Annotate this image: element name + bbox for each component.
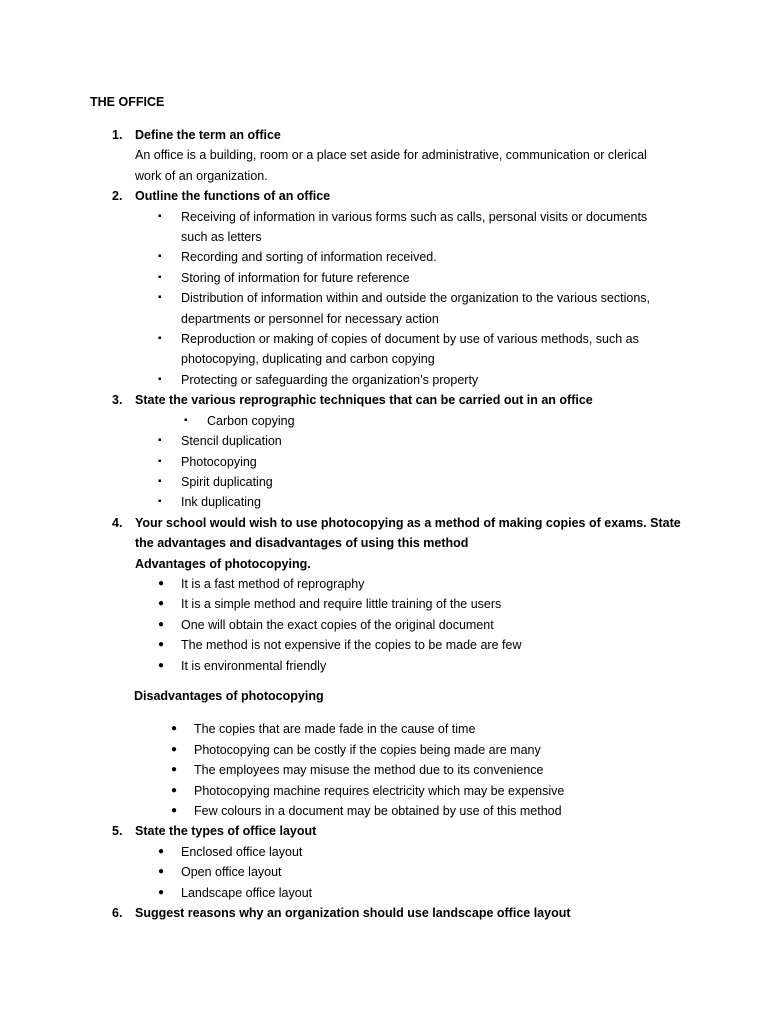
bullet-icon: ● [158,639,165,651]
list-item: ▪ Receiving of information in various forms such as calls, personal visits or documents such as letters [0,207,671,248]
question-number: 1. [112,128,123,142]
question-text: Suggest reasons why an organization should use landscape office layout [135,906,571,921]
list-item: ▪ Carbon copying [0,411,768,431]
question-number: 6. [112,906,123,921]
bullet-icon: ● [171,784,178,796]
advantages-heading: Advantages of photocopying. [135,556,311,571]
list-item: ● It is environmental friendly [0,656,671,676]
bullet-icon: ● [158,886,165,898]
techniques-first-item [0,411,768,431]
list-item: ● The copies that are made fade in the cause of time [0,719,614,739]
list-item: ● The method is not expensive if the copies to be made are few [0,635,671,655]
techniques-list [0,431,768,513]
list-item: ● Photocopying can be costly if the copies being made are many [0,740,614,760]
list-item: ● Enclosed office layout [0,842,671,862]
list-item: ● The employees may misuse the method due to its convenience [0,760,614,780]
bullet-icon: ● [158,618,165,630]
list-item: ▪ Distribution of information within and outside the organization to the various sections, departments or personnel for necessary action [0,288,671,329]
list-item: ● Few colours in a document may be obtained by use of this method [0,801,614,821]
list-item: ● It is a simple method and require little training of the users [0,594,671,614]
document-body [0,125,768,923]
list-item: ● Open office layout [0,862,671,882]
list-item: ▪ Protecting or safeguarding the organization’s property [0,370,671,390]
question-4 [0,513,695,554]
bullet-icon: ● [158,659,165,671]
bullet-icon: ● [158,866,165,878]
question-number: 3. [112,393,123,408]
question-3 [0,390,695,410]
bullet-icon: ● [171,723,178,735]
bullet-icon: ▪ [158,210,162,222]
question-6 [0,903,695,923]
bullet-icon: ▪ [158,333,162,345]
list-item: ● It is a fast method of reprography [0,574,671,594]
bullet-icon: ▪ [158,496,162,508]
bullet-icon: ▪ [158,435,162,447]
answer-1: An office is a building, room or a place set aside for administrative, communication or clerical work of an organization. [135,148,647,183]
list-item: ▪ Storing of information for future reference [0,268,671,288]
question-number: 4. [112,515,123,530]
advantages-list [0,574,768,676]
bullet-icon: ● [171,764,178,776]
question-text: Outline the functions of an office [135,189,331,204]
bullet-icon: ▪ [158,251,162,263]
disadvantages-heading: Disadvantages of photocopying [134,688,324,703]
list-item: ● Photocopying machine requires electricity which may be expensive [0,781,614,801]
question-text: Your school would wish to use photocopying as a method of making copies of exams. State the advantages and disadvantages of using this method [135,515,681,551]
bullet-icon: ▪ [184,414,188,426]
bullet-icon: ● [171,743,178,755]
question-1 [0,125,695,145]
list-item: ▪ Ink duplicating [0,492,671,512]
bullet-icon: ▪ [158,292,162,304]
list-item: ▪ Stencil duplication [0,431,671,451]
list-item: ▪ Photocopying [0,452,671,472]
bullet-icon: ▪ [158,455,162,467]
question-5 [0,821,695,841]
bullet-icon: ▪ [158,475,162,487]
question-2 [0,186,695,206]
layout-types-list [0,842,768,903]
question-text: State the various reprographic techniques that can be carried out in an office [135,393,593,408]
disadvantages-list [0,719,768,821]
list-item: ▪ Recording and sorting of information received. [0,247,671,267]
question-number: 5. [112,824,123,839]
bullet-icon: ▪ [158,373,162,385]
bullet-icon: ● [158,845,165,857]
question-text: State the types of office layout [135,824,317,839]
list-item: ● Landscape office layout [0,883,671,903]
list-item: ▪ Spirit duplicating [0,472,671,492]
document-title: THE OFFICE [90,95,165,109]
bullet-icon: ● [158,577,165,589]
bullet-icon: ● [158,598,165,610]
list-item: ● One will obtain the exact copies of the original document [0,615,671,635]
spacer [0,706,768,719]
bullet-icon: ▪ [158,271,162,283]
question-number: 2. [112,189,123,204]
spacer [0,676,768,686]
bullet-icon: ● [171,805,178,816]
functions-list [0,207,768,391]
question-text: Define the term an office [135,128,281,142]
list-item: ▪ Reproduction or making of copies of document by use of various methods, such as photocopying, duplicating and carbon copying [0,329,671,370]
